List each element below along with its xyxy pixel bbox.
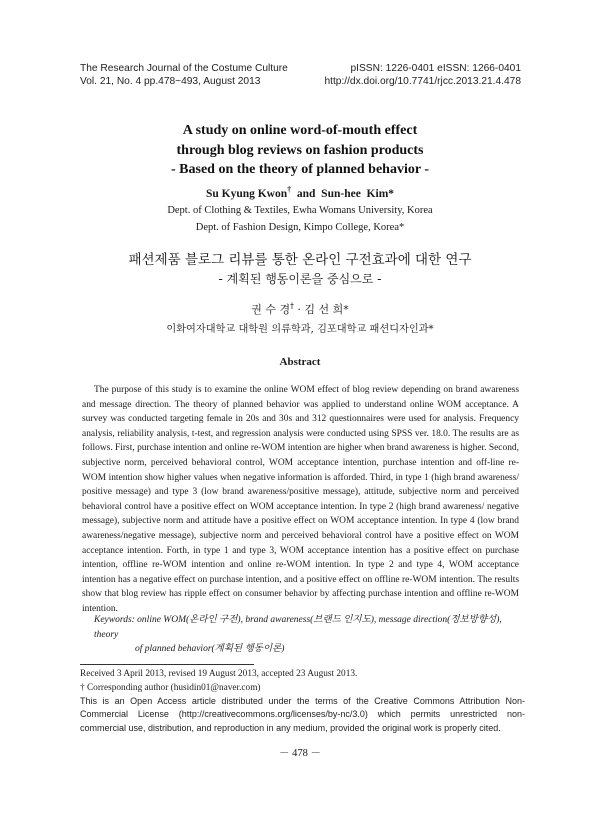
- affiliation-1: Dept. of Clothing & Textiles, Ewha Womans University, Korea: [167, 205, 433, 216]
- dagger-mark: †: [287, 185, 292, 194]
- doi-link[interactable]: http://dx.doi.org/10.7741/rjcc.2013.21.4.478: [324, 75, 521, 87]
- korean-subtitle: - 계획된 행동이론을 중심으로 -: [218, 272, 382, 286]
- english-authors: [0, 185, 600, 200]
- title-line-2: through blog reviews on fashion products: [176, 142, 424, 158]
- english-title: [0, 121, 600, 180]
- korean-authors: [0, 301, 600, 317]
- license-notice: This is an Open Access article distributed under the terms of the Creative Commons Attribution Non-Commercial License (http://creativecommons.org/licenses/by-nc/3.0) which permits unrestricted non-commercial use, distribution, and reproduction in any medium, provided the original work is properly cited.: [80, 696, 525, 733]
- korean-author-2: · 김 선 희*: [293, 303, 349, 316]
- author-1: Su Kyung Kwon: [205, 187, 288, 200]
- author-2: and Sun-hee Kim*: [291, 187, 395, 200]
- affiliation-2: Dept. of Fashion Design, Kimpo College, Korea*: [195, 222, 405, 233]
- journal-name: The Research Journal of the Costume Culture: [80, 63, 288, 74]
- korean-title: 패션제품 블로그 리뷰를 통한 온라인 구전효과에 대한 연구: [128, 252, 472, 268]
- abstract-body: The purpose of this study is to examine the online WOM effect of blog review depending on brand awareness and message direction. The theory of planned behavior was applied to understand online WOM acceptance. A survey was conducted targeting female in 20s and 30s and 312 questionnaires were used for analysis. Frequency analysis, reliability analysis, t-test, and regression analysis were conducted using SPSS ver. 18.0. The results are as follows. First, purchase intention and online re-WOM intention are higher when brand awareness is higher. Second, subjective norm, perceived behavioral control, WOM acceptance intention, purchase intention and off-line re-WOM intention show higher values when negative information is afforded. Third, in type 1 (high brand awareness/ positive message) and type 3 (low brand awareness/positive message), attitude, subjective norm and perceived behavioral control have a positive effect on WOM acceptance intention. In type 2 (high brand awareness/ negative message), subjective norm and attitude have a positive effect on WOM acceptance intention. In type 4 (low brand awareness/negative message), subjective norm and perceived behavioral control have a positive effect on WOM acceptance intention. Forth, in type 1 and type 3, WOM acceptance intention has a positive effect on purchase intention, offline re-WOM intention and online re-WOM intention. In type 2 and type 4, WOM acceptance intention has a negative effect on purchase intention, and a positive effect on offline re-WOM intention. The results show that blog review has ripple effect on consumer behavior by affecting purchase intention and offline re-WOM intention.: [82, 385, 519, 614]
- keywords-line-2: of planned behavior(계획된 행동이론): [135, 644, 285, 654]
- title-line-3: - Based on the theory of planned behavior -: [171, 162, 429, 177]
- korean-author-1: 권 수 경: [251, 303, 291, 316]
- footnotes: [80, 668, 525, 735]
- korean-dagger-mark: †: [290, 301, 294, 311]
- keywords-line-1: Keywords: online WOM(온라인 구전), brand awareness(브랜드 인지도), message direction(정보방향성), theory: [94, 615, 502, 640]
- running-header-right: [324, 63, 521, 88]
- abstract-heading: Abstract: [279, 356, 321, 368]
- corresponding-author: † Corresponding author (husidin01@naver.com): [80, 682, 261, 693]
- korean-affiliation: 이화여자대학교 대학원 의류학과, 김포대학교 패션디자인과*: [166, 324, 434, 335]
- title-line-1: A study on online word-of-mouth effect: [182, 123, 418, 138]
- received-dates: Received 3 April 2013, revised 19 August 2013, accepted 23 August 2013.: [80, 669, 358, 679]
- keywords: [94, 613, 524, 657]
- running-header-left: [80, 63, 288, 88]
- volume-info: Vol. 21, No. 4 pp.478~493, August 2013: [80, 75, 261, 87]
- issn-info: pISSN: 1226-0401 eISSN: 1266-0401: [350, 63, 521, 74]
- page-number: － 478 －: [279, 748, 321, 759]
- footnote-divider: [80, 664, 254, 665]
